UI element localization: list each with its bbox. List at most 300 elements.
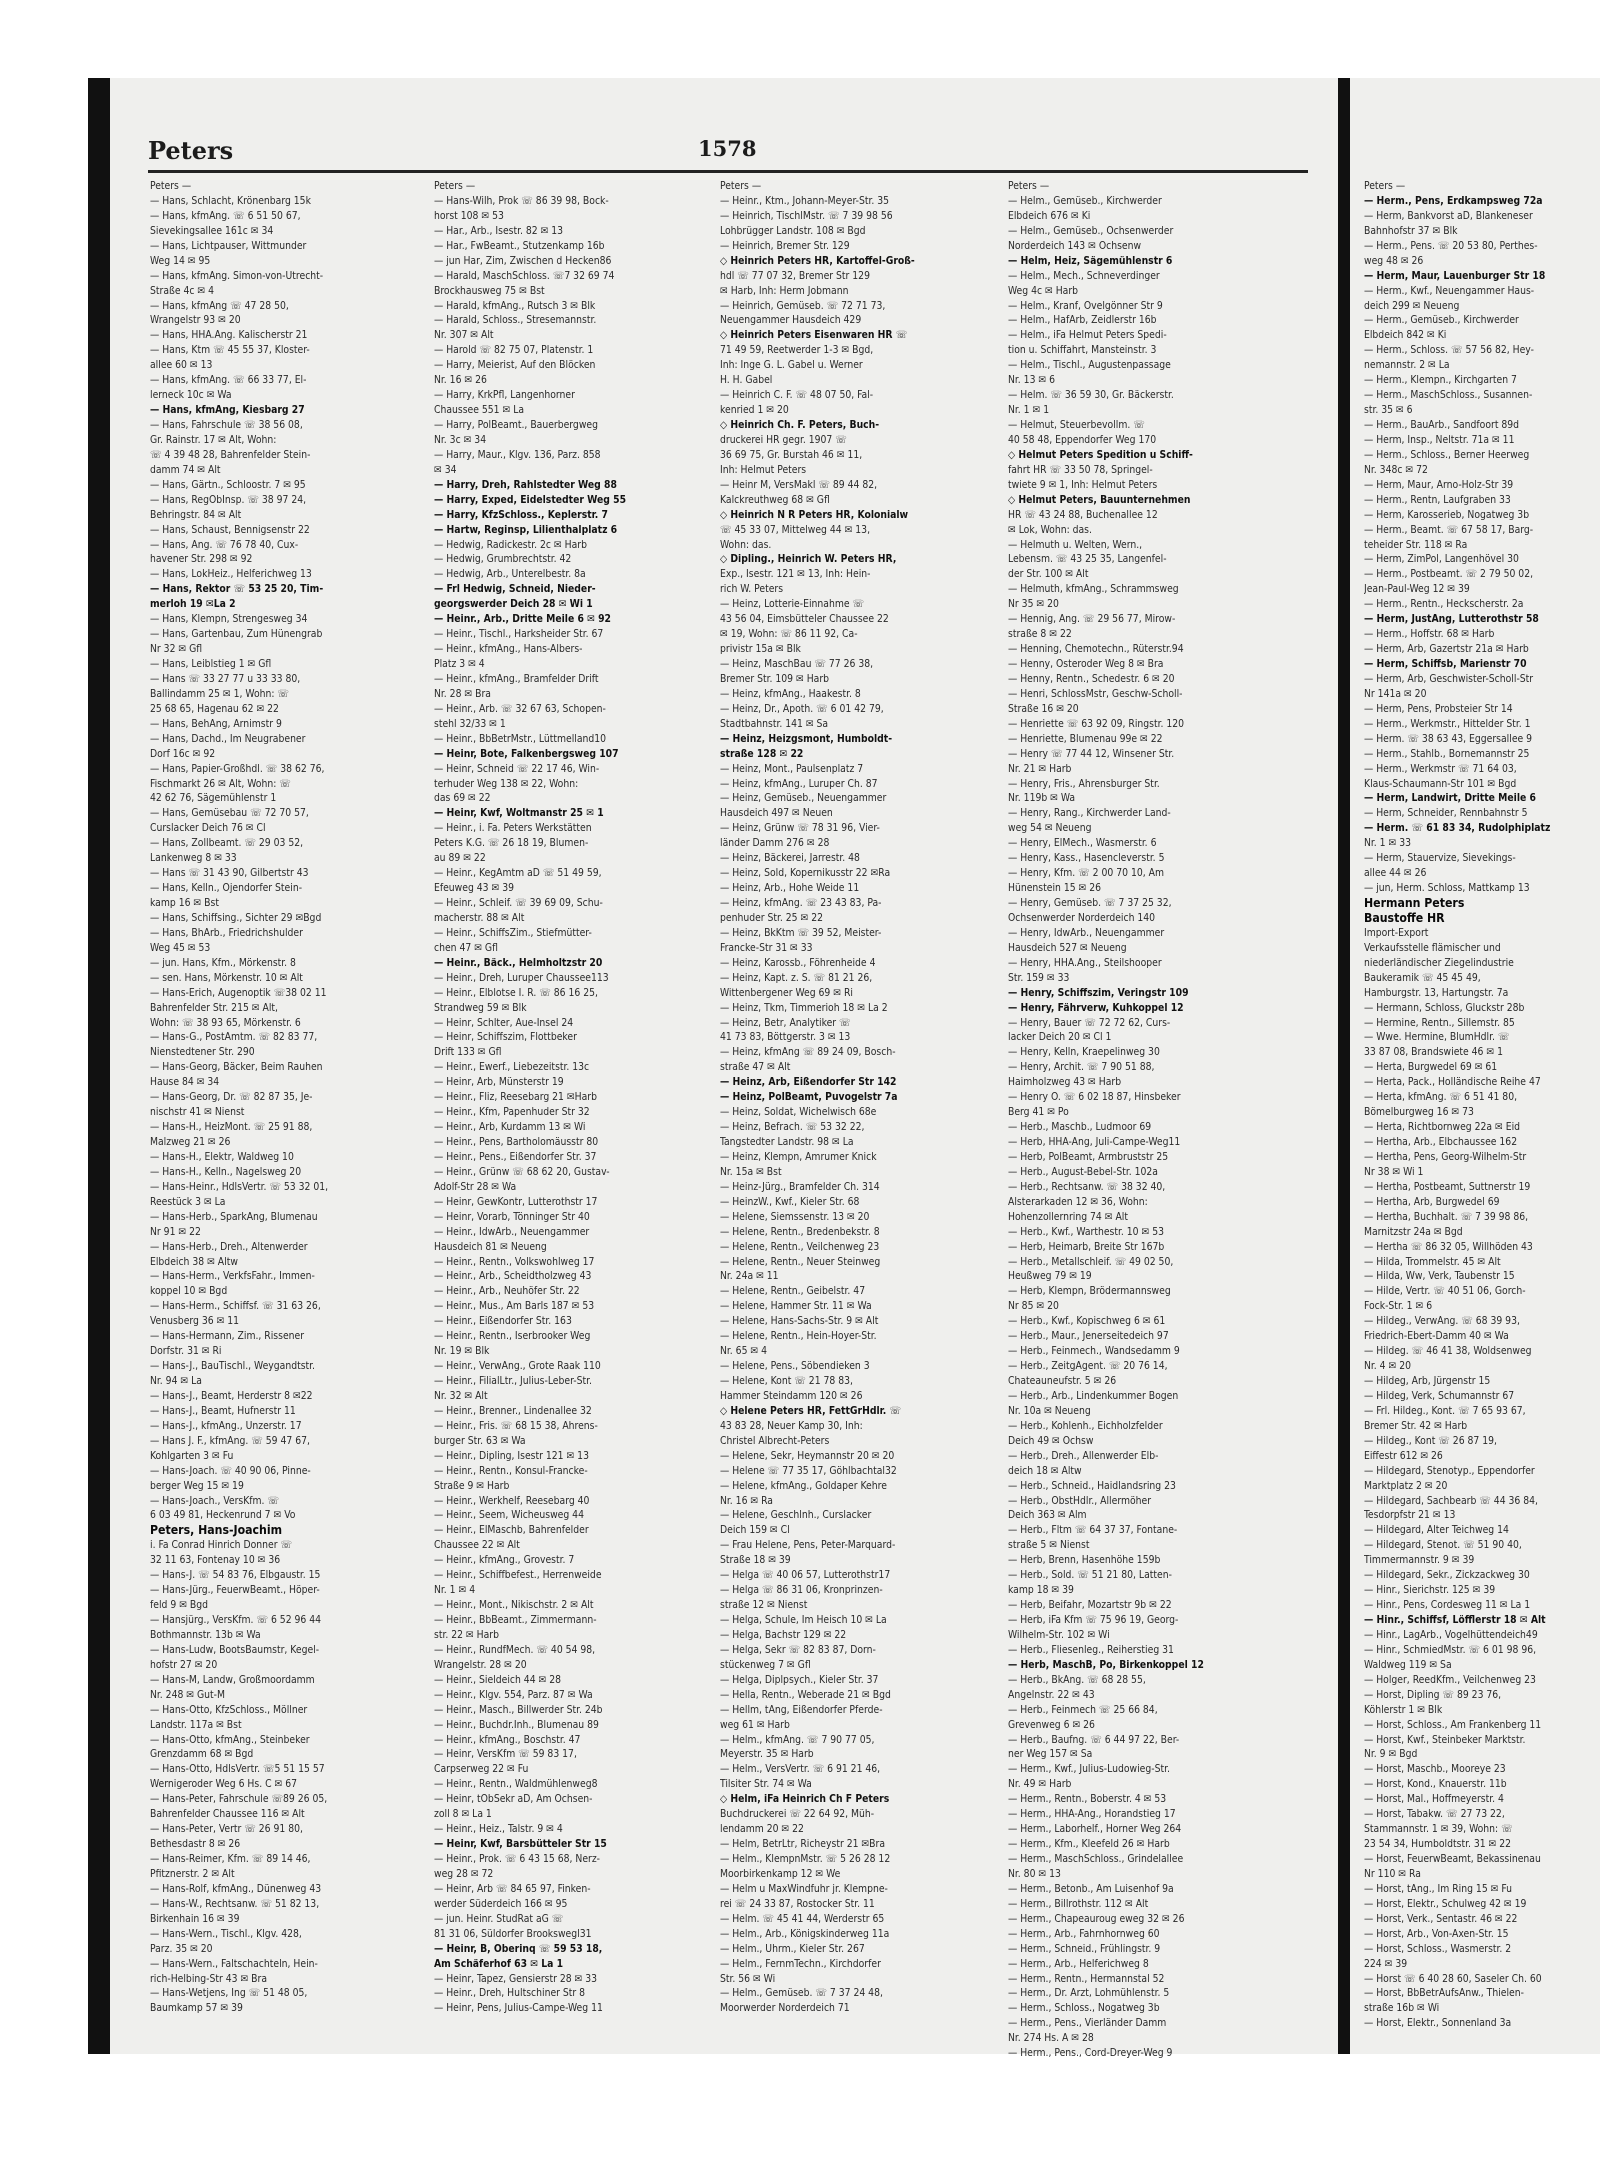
directory-entry-line: — Herb., Feinmech., Wandsedamm 9: [1008, 1345, 1180, 1358]
directory-entry-line: — Helene, Hammer Str. 11 ✉ Wa: [720, 1300, 872, 1313]
directory-entry-line: Gr. Rainstr. 17 ✉ Alt, Wohn:: [150, 433, 277, 446]
directory-entry-line: — Hildeg., VerwAng. ☏ 68 39 93,: [1364, 1315, 1520, 1328]
directory-entry-line: Bremer Str. 42 ✉ Harb: [1364, 1419, 1468, 1432]
directory-entry-line: — Hermine, Rentn., Sillemstr. 85: [1364, 1016, 1515, 1029]
directory-entry-line: — Heinr., BbBetrMstr., Lüttmelland10: [434, 732, 607, 745]
directory-entry-line: — Hans-Herb., Dreh., Altenwerder: [150, 1240, 308, 1253]
directory-entry-line: — Heinr., Tischl., Harksheider Str. 67: [434, 628, 604, 641]
directory-entry-line: — Heinr., Mus., Am Barls 187 ✉ 53: [434, 1300, 595, 1313]
directory-entry-line: — Heinr., Arb., Dritte Meile 6 ✉ 92: [434, 613, 611, 626]
directory-entry-line: ◇ Dipling., Heinrich W. Peters HR,: [720, 553, 897, 566]
directory-entry-line: 41 73 83, Böttgerstr. 3 ✉ 13: [720, 1031, 851, 1044]
directory-entry-line: Neuengammer Hausdeich 429: [720, 314, 862, 327]
directory-column-next-page: [1364, 179, 1600, 2031]
directory-entry-line: Peters —: [720, 180, 762, 192]
directory-entry-line: — Hans, Lichtpauser, Wittmunder: [150, 239, 307, 252]
directory-entry-line: — Hans, Schiffsing., Sichter 29 ✉Bgd: [150, 911, 322, 924]
directory-entry-line: — Heinr, B, Oberinq ☏ 59 53 18,: [434, 1942, 603, 1955]
directory-entry-line: — Heinr., Schleif. ☏ 39 69 09, Schu-: [434, 897, 603, 909]
directory-entry-line: — Heinr., kfmAng., Grovestr. 7: [434, 1554, 575, 1567]
directory-entry-line: — Herb., August-Bebel-Str. 102a: [1008, 1165, 1158, 1178]
directory-entry-line: — Herm, Maur, Lauenburger Str 18: [1364, 269, 1546, 282]
directory-entry-line: — Heinr., kfmAng., Bramfelder Drift: [434, 672, 599, 685]
directory-entry-line: — Hertha, Postbeamt, Suttnerstr 19: [1364, 1180, 1531, 1193]
directory-entry-line: tion u. Schiffahrt, Mansteinstr. 3: [1008, 344, 1157, 357]
directory-entry-line: — Heinr, Arb ☏ 84 65 97, Finken-: [434, 1882, 591, 1895]
directory-entry-line: 32 11 63, Fontenay 10 ✉ 36: [150, 1554, 281, 1567]
directory-entry-line: — Herm., Kwf., Julius-Ludowieg-Str.: [1008, 1763, 1170, 1776]
directory-entry-line: — Heinr., Dreh, Luruper Chaussee113: [434, 971, 609, 984]
directory-entry-line: hdl ☏ 77 07 32, Bremer Str 129: [720, 269, 870, 282]
directory-entry-line: Hausdeich 527 ✉ Neueng: [1008, 941, 1127, 954]
directory-entry-line: 43 83 28, Neuer Kamp 30, Inh:: [720, 1419, 863, 1432]
directory-entry-line: — Heinr., kfmAng., Boschstr. 47: [434, 1733, 581, 1746]
directory-entry-line: terhuder Weg 138 ✉ 22, Wohn:: [434, 777, 579, 790]
directory-entry-line: — Heinr., Elblotse I. R. ☏ 86 16 25,: [434, 986, 598, 999]
directory-entry-line: Pfitznerstr. 2 ✉ Alt: [150, 1867, 235, 1880]
directory-entry-line: — Helene, Rentn., Bredenbekstr. 8: [720, 1225, 880, 1238]
directory-entry-line: — Heinz, Sold, Kopernikusstr 22 ✉Ra: [720, 867, 891, 880]
directory-entry-line: Fischmarkt 26 ✉ Alt, Wohn: ☏: [150, 777, 291, 790]
directory-entry-line: Nienstedtener Str. 290: [150, 1046, 255, 1059]
directory-entry-line: — Heinz, Befrach. ☏ 53 32 22,: [720, 1121, 865, 1134]
directory-entry-line: — Heinr., kfmAng., Hans-Albers-: [434, 643, 583, 656]
directory-entry-line: — Hartw, Reginsp, Lilienthalplatz 6: [434, 523, 618, 536]
directory-entry-line: — Henry ☏ 77 44 12, Winsener Str.: [1008, 747, 1175, 760]
directory-entry-line: Nr 110 ✉ Ra: [1364, 1867, 1421, 1880]
directory-entry-line: — Harald, Schloss., Stresemannstr.: [434, 314, 597, 327]
directory-entry-line: — Hans, RegObInsp. ☏ 38 97 24,: [150, 493, 307, 506]
directory-entry-line: Elbdeich 842 ✉ Ki: [1364, 329, 1447, 342]
directory-entry-line: — Herb, MaschB, Po, Birkenkoppel 12: [1008, 1658, 1204, 1671]
directory-entry-line: — Horst, FeuerwBeamt, Bekassinenau: [1364, 1853, 1541, 1865]
directory-entry-line: weg 48 ✉ 26: [1364, 254, 1424, 267]
directory-entry-line: — Herm., Arb., Fahrnhornweg 60: [1008, 1927, 1160, 1940]
directory-entry-line: — Heinr., Rentn., Iserbrooker Weg: [434, 1330, 591, 1343]
directory-entry-line: Wernigeroder Weg 6 Hs. C ✉ 67: [150, 1778, 297, 1791]
directory-entry-line: — Heinr, VersKfm ☏ 59 83 17,: [434, 1748, 577, 1761]
directory-entry-line: ner Weg 157 ✉ Sa: [1008, 1748, 1093, 1761]
directory-entry-line: — Heinz, kfmAng. ☏ 23 43 83, Pa-: [720, 897, 882, 909]
directory-entry-line: — Horst, Dipling ☏ 89 23 76,: [1364, 1688, 1502, 1701]
directory-entry-line: — Helene, Pens., Söbendieken 3: [720, 1360, 870, 1373]
directory-entry-line: — Herb., ZeitgAgent. ☏ 20 76 14,: [1008, 1360, 1168, 1373]
directory-entry-line: — Heinz-Jürg., Bramfelder Ch. 314: [720, 1180, 880, 1193]
directory-entry-line: ✉ Lok, Wohn: das.: [1008, 523, 1092, 536]
directory-entry-line: — Herm, Bankvorst aD, Blankeneser: [1364, 209, 1533, 222]
directory-entry-line: — Herm, ZimPol, Langenhövel 30: [1364, 553, 1519, 566]
directory-entry-line: Drift 133 ✉ Gfl: [434, 1046, 502, 1059]
directory-entry-line: Weg 14 ✉ 95: [150, 254, 211, 267]
directory-entry-line: — Herm, Stauervize, Sievekings-: [1364, 852, 1516, 865]
directory-entry-line: — Herm., Schloss., Berner Heerweg: [1364, 448, 1530, 461]
directory-entry-line: — Herm, Arb, Gazertstr 21a ✉ Harb: [1364, 643, 1529, 656]
directory-entry-line: teheider Str. 118 ✉ Ra: [1364, 538, 1468, 551]
directory-entry-line: — Heinz, Lotterie-Einnahme ☏: [720, 598, 865, 611]
directory-entry-line: — Hans, kfmAng, Kiesbarg 27: [150, 404, 305, 417]
directory-entry-line: — Hinr., LagArb., Vogelhüttendeich49: [1364, 1628, 1538, 1641]
directory-entry-line: — Heinr, Schiffszim, Flottbeker: [434, 1031, 577, 1044]
directory-entry-line: 40 58 48, Eppendorfer Weg 170: [1008, 433, 1157, 446]
directory-entry-line: 71 49 59, Reetwerder 1-3 ✉ Bgd,: [720, 344, 874, 357]
directory-entry-line: — Herb., Kwf., Kopischweg 6 ✉ 61: [1008, 1315, 1166, 1328]
directory-entry-line: — Herb., Arb., Lindenkummer Bogen: [1008, 1389, 1179, 1402]
directory-entry-line: — Heinz, Karossb., Föhrenheide 4: [720, 956, 876, 969]
directory-entry-line: — Hans, Zollbeamt. ☏ 29 03 52,: [150, 837, 304, 850]
directory-entry-line: — Hilda, Ww, Verk, Taubenstr 15: [1364, 1270, 1515, 1283]
directory-entry-line: Nr 91 ✉ 22: [150, 1225, 201, 1238]
directory-entry-line: der Str. 100 ✉ Alt: [1008, 568, 1089, 581]
directory-entry-line: — Herm., Postbeamt. ☏ 2 79 50 02,: [1364, 568, 1534, 581]
directory-entry-line: — jun Har, Zim, Zwischen d Hecken86: [434, 254, 612, 267]
directory-entry-line: — Holger, ReedKfm., Veilchenweg 23: [1364, 1673, 1536, 1686]
directory-entry-line: Tesdorpfstr 21 ✉ 13: [1364, 1509, 1456, 1522]
directory-entry-line: — Helm., FernmTechn., Kirchdorfer: [720, 1957, 881, 1970]
directory-entry-line: — Helm., Uhrm., Kieler Str. 267: [720, 1942, 865, 1955]
directory-entry-line: — Henri, SchlossMstr, Geschw-Scholl-: [1008, 687, 1183, 700]
directory-entry-line: — Herm., Werkmstr., Hittelder Str. 1: [1364, 717, 1531, 730]
directory-entry-line: — Heinrich, Bremer Str. 129: [720, 239, 850, 252]
directory-entry-line: — Herb., Fliesenleg., Reiherstieg 31: [1008, 1643, 1174, 1656]
directory-entry-line: — Herm., BauArb., Sandfoort 89d: [1364, 419, 1520, 431]
directory-entry-line: — Heinrich C. F. ☏ 48 07 50, Fal-: [720, 389, 874, 402]
directory-entry-line: — Hildeg. ☏ 46 41 38, Woldsenweg: [1364, 1345, 1532, 1358]
directory-entry-line: — Henry O. ☏ 6 02 18 87, Hinsbeker: [1008, 1091, 1181, 1104]
directory-entry-line: Birkenhain 16 ✉ 39: [150, 1912, 240, 1925]
directory-entry-line: deich 18 ✉ Altw: [1008, 1464, 1082, 1477]
directory-entry-line: — Hildegard, Stenotyp., Eppendorfer: [1364, 1464, 1535, 1477]
directory-entry-line: — Helga, Bachstr 129 ✉ 22: [720, 1628, 847, 1641]
directory-entry-line: — Heinz, MaschBau ☏ 77 26 38,: [720, 658, 874, 670]
directory-entry-line: Inh: Inge G. L. Gabel u. Werner: [720, 359, 863, 372]
directory-entry-line: — Har., Arb., Isestr. 82 ✉ 13: [434, 224, 564, 237]
directory-entry-line: Platz 3 ✉ 4: [434, 658, 485, 670]
directory-entry-line: — Henry, Fris., Ahrensburger Str.: [1008, 777, 1160, 790]
directory-entry-line: Nr. 4 ✉ 20: [1364, 1360, 1411, 1373]
directory-entry-line: — Henry, Schiffszim, Veringstr 109: [1008, 986, 1189, 999]
directory-entry-line: — Helga ☏ 40 06 57, Lutterothstr17: [720, 1569, 891, 1582]
directory-entry-line: — Herm, Pens, Probsteier Str 14: [1364, 702, 1513, 715]
directory-entry-line: — Heinz, Klempn, Amrumer Knick: [720, 1150, 877, 1163]
directory-entry-line: — Heinrich, TischlMstr. ☏ 7 39 98 56: [720, 209, 893, 222]
directory-entry-line: twiete 9 ✉ 1, Inh: Helmut Peters: [1008, 478, 1158, 491]
directory-entry-line: — Heinr, tObSekr aD, Am Ochsen-: [434, 1793, 593, 1806]
directory-entry-line: — Horst, Elektr., Schulweg 42 ✉ 19: [1364, 1897, 1527, 1910]
directory-entry-line: — Helm., Mech., Schneverdinger: [1008, 269, 1160, 282]
directory-entry-line: — Hans-Wern., Tischl., Klgv. 428,: [150, 1927, 302, 1940]
directory-entry-line: Peters —: [150, 180, 192, 192]
directory-entry-line: — Herm., Schneid., Frühlingstr. 9: [1008, 1942, 1161, 1955]
directory-entry-line: — Frau Helene, Pens, Peter-Marquard-: [720, 1539, 896, 1552]
directory-entry-line: weg 61 ✉ Harb: [720, 1718, 790, 1731]
directory-entry-line: — Helm. ☏ 45 41 44, Werderstr 65: [720, 1912, 885, 1925]
directory-entry-line: Hohenzollernring 74 ✉ Alt: [1008, 1210, 1129, 1223]
directory-entry-line: — Hilda, Trommelstr. 45 ✉ Alt: [1364, 1255, 1501, 1268]
directory-entry-line: — Hans-Rolf, kfmAng., Dünenweg 43: [150, 1882, 322, 1895]
directory-entry-line: — Herm, JustAng, Lutterothstr 58: [1364, 613, 1539, 626]
directory-entry-line: — Heinz, Kapt. z. S. ☏ 81 21 26,: [720, 971, 873, 984]
directory-entry-line: stückenweg 7 ✉ Gfl: [720, 1658, 811, 1671]
directory-entry-line: — Hans, kfmAng. Simon-von-Utrecht-: [150, 269, 324, 282]
directory-entry-line: — Hedwig, Grumbrechtstr. 42: [434, 553, 572, 566]
directory-entry-line: niederländischer Ziegelindustrie: [1364, 956, 1514, 969]
directory-entry-line: Chaussee 551 ✉ La: [434, 404, 525, 417]
directory-column-1: [150, 179, 420, 2016]
directory-entry-line: ◇ Helmut Peters Spedition u Schiff-: [1008, 448, 1193, 461]
directory-entry-line: — Hans-Herm., VerkfsFahr., Immen-: [150, 1270, 315, 1283]
running-head: [148, 130, 1308, 173]
directory-entry-line: Kohlgarten 3 ✉ Fu: [150, 1449, 234, 1462]
directory-entry-line: Nr. 80 ✉ 13: [1008, 1867, 1061, 1880]
directory-entry-line: — Heinr., Werkhelf, Reesebarg 40: [434, 1494, 590, 1507]
directory-entry-line: Elbdeich 38 ✉ Altw: [150, 1255, 238, 1268]
directory-entry-line: Strandweg 59 ✉ Blk: [434, 1001, 527, 1014]
directory-entry-line: rich-Helbing-Str 43 ✉ Bra: [150, 1972, 268, 1985]
directory-entry-line: — Heinr., i. Fa. Peters Werkstätten: [434, 822, 592, 835]
directory-entry-line: Nr. 274 Hs. A ✉ 28: [1008, 2032, 1094, 2045]
directory-entry-line: — Hans-Joach., VersKfm. ☏: [150, 1494, 280, 1507]
directory-entry-line: Nr. 32 ✉ Alt: [434, 1389, 488, 1402]
directory-entry-line: Reestück 3 ✉ La: [150, 1195, 226, 1208]
directory-entry-line: — Helmuth u. Welten, Wern.,: [1008, 538, 1143, 551]
directory-entry-line: Import-Export: [1364, 926, 1429, 939]
directory-entry-line: — Hans, kfmAng. ☏ 66 33 77, El-: [150, 374, 307, 387]
directory-entry-line: merloh 19 ✉La 2: [150, 598, 236, 611]
directory-page: [110, 78, 1338, 2060]
directory-entry-line: deich 299 ✉ Neueng: [1364, 299, 1460, 312]
directory-entry-line: — Henry, Fährverw, Kuhkoppel 12: [1008, 1001, 1184, 1014]
directory-entry-line: — Helene, Rentn., Neuer Steinweg: [720, 1255, 881, 1268]
directory-entry-line: — Harry, Dreh, Rahlstedter Weg 88: [434, 478, 617, 491]
directory-entry-line: — Hans-J., BauTischl., Weygandtstr.: [150, 1360, 315, 1373]
directory-entry-line: — Helm., kfmAng. ☏ 7 90 77 05,: [720, 1733, 875, 1746]
directory-entry-line: Straße 4c ✉ 4: [150, 284, 214, 297]
directory-entry-line: — Harry, Exped, Eidelstedter Weg 55: [434, 493, 627, 506]
directory-entry-line: Nr. 1 ✉ 4: [434, 1584, 476, 1597]
directory-entry-line: — Helene, Kont ☏ 21 78 83,: [720, 1375, 853, 1387]
directory-entry-line: — Heinr., Masch., Billwerder Str. 24b: [434, 1703, 603, 1716]
directory-entry-line: — Horst, tAng., Im Ring 15 ✉ Fu: [1364, 1882, 1513, 1895]
directory-entry-line: Heußweg 79 ✉ 19: [1008, 1270, 1092, 1283]
directory-entry-line: Straße 18 ✉ 39: [720, 1554, 791, 1567]
directory-entry-line: — Heinr, Pens, Julius-Campe-Weg 11: [434, 2002, 603, 2015]
directory-entry-line: — Hans-Wern., Faltschachteln, Hein-: [150, 1957, 318, 1970]
directory-entry-line: — Heinr., Grünw ☏ 68 62 20, Gustav-: [434, 1165, 610, 1178]
directory-entry-line: Hamburgstr. 13, Hartungstr. 7a: [1364, 986, 1509, 999]
directory-entry-line: Malzweg 21 ✉ 26: [150, 1136, 231, 1148]
directory-entry-line: — Horst, BbBetrAufsAnw., Thielen-: [1364, 1987, 1524, 2000]
directory-entry-line: lendamm 20 ✉ 22: [720, 1823, 804, 1836]
directory-entry-line: — Hans-J., Beamt, Herderstr 8 ✉22: [150, 1389, 313, 1402]
directory-entry-line: 33 87 08, Brandswiete 46 ✉ 1: [1364, 1046, 1503, 1059]
directory-entry-line: — Hans, Kelln., Ojendorfer Stein-: [150, 882, 303, 895]
directory-entry-line: — Hans-Otto, kfmAng., Steinbeker: [150, 1733, 310, 1746]
directory-entry-line: — Heinr., Brenner., Lindenallee 32: [434, 1404, 592, 1417]
directory-entry-line: 36 69 75, Gr. Burstah 46 ✉ 11,: [720, 448, 863, 461]
directory-entry-line: — Herm. ☏ 38 63 43, Eggersallee 9: [1364, 732, 1533, 745]
directory-entry-line: — Hans-Peter, Vertr ☏ 26 91 80,: [150, 1823, 303, 1836]
directory-entry-line: — Hinr., Sierichstr. 125 ✉ 39: [1364, 1584, 1496, 1597]
directory-entry-line: — Herm., Rentn, Laufgraben 33: [1364, 493, 1511, 506]
directory-entry-line: — Henry, Rang., Kirchwerder Land-: [1008, 807, 1171, 820]
directory-entry-line: — Hans, BhArb., Friedrichshulder: [150, 926, 303, 939]
directory-entry-line: 25 68 65, Hagenau 62 ✉ 22: [150, 702, 279, 715]
directory-entry-line: — Herm, Schiffsb, Marienstr 70: [1364, 658, 1527, 670]
directory-entry-line: — Herm., Hoffstr. 68 ✉ Harb: [1364, 628, 1495, 641]
directory-entry-line: — Heinr., SchiffsZim., Stiefmütter-: [434, 926, 592, 939]
directory-entry-line: — Hildeg, Verk, Schumannstr 67: [1364, 1389, 1515, 1402]
directory-entry-line: Norderdeich 143 ✉ Ochsenw: [1008, 239, 1142, 252]
directory-entry-line: ◇ Heinrich Peters Eisenwaren HR ☏: [720, 329, 908, 342]
directory-entry-line: Peters —: [434, 180, 476, 192]
directory-entry-line: — Heinr, Kwf, Barsbütteler Str 15: [434, 1838, 607, 1851]
directory-entry-line: Landstr. 117a ✉ Bst: [150, 1718, 242, 1731]
directory-entry-line: Nr. 1 ✉ 1: [1008, 404, 1050, 417]
directory-entry-line: — Heinr., Seem, Wicheusweg 44: [434, 1509, 584, 1522]
directory-entry-line: — Hans-Peter, Fahrschule ☏89 26 05,: [150, 1793, 328, 1806]
directory-entry-line: — Heinr., Ktm., Johann-Meyer-Str. 35: [720, 194, 890, 207]
next-page-fragment: [1350, 78, 1600, 2054]
directory-entry-line: nischstr 41 ✉ Nienst: [150, 1106, 245, 1119]
directory-entry-line: — Hans, Ktm ☏ 45 55 37, Kloster-: [150, 344, 310, 357]
directory-entry-line: Grenzdamm 68 ✉ Bgd: [150, 1748, 254, 1761]
directory-entry-line: — Heinr., Arb., Scheidtholzweg 43: [434, 1270, 592, 1283]
directory-entry-line: — Herta, Pack., Holländische Reihe 47: [1364, 1076, 1541, 1089]
directory-entry-line: — Hans-H., Elektr, Waldweg 10: [150, 1150, 294, 1163]
directory-entry-line: — Heinr, Schneid ☏ 22 17 46, Win-: [434, 762, 600, 775]
page-number: 1578: [698, 136, 757, 161]
directory-entry-line: — Heinr., ElMaschb, Bahrenfelder: [434, 1524, 589, 1537]
directory-entry-line: — Herm., Kwf., Neuengammer Haus-: [1364, 284, 1535, 297]
directory-entry-line: — Hermann, Schloss, Gluckstr 28b: [1364, 1001, 1525, 1014]
directory-entry-line: Peters —: [1364, 180, 1406, 192]
directory-entry-line: — Heinrich, Gemüseb. ☏ 72 71 73,: [720, 299, 886, 312]
directory-entry-line: — Helm. ☏ 36 59 30, Gr. Bäckerstr.: [1008, 389, 1174, 402]
directory-entry-line: Marktplatz 2 ✉ 20: [1364, 1479, 1448, 1492]
directory-entry-line: — Henriette, Blumenau 99e ✉ 22: [1008, 732, 1163, 745]
directory-entry-line: Bahrenfelder Str. 215 ✉ Alt,: [150, 1001, 278, 1014]
directory-entry-line: Hammer Steindamm 120 ✉ 26: [720, 1389, 863, 1402]
directory-entry-line: — Herm., Pens., Cord-Dreyer-Weg 9: [1008, 2047, 1173, 2060]
directory-entry-line: — Henry, Archit. ☏ 7 90 51 88,: [1008, 1061, 1155, 1074]
directory-entry-line: straße 128 ✉ 22: [720, 747, 804, 760]
directory-entry-line: H. H. Gabel: [720, 374, 773, 387]
directory-entry-line: — Hans-M, Landw, Großmoordamm: [150, 1673, 315, 1686]
directory-entry-line: — Hans-Herb., SparkAng, Blumenau: [150, 1210, 318, 1223]
directory-entry-line: Nr. 49 ✉ Harb: [1008, 1778, 1072, 1791]
directory-entry-line: — Helm., Arb., Königskinderweg 11a: [720, 1927, 890, 1940]
directory-entry-line: Meyerstr. 35 ✉ Harb: [720, 1748, 814, 1761]
directory-entry-line: — Helga, Schule, Im Heisch 10 ✉ La: [720, 1614, 887, 1626]
directory-entry-line: penhuder Str. 25 ✉ 22: [720, 911, 824, 924]
directory-entry-line: Nr 35 ✉ 20: [1008, 598, 1059, 611]
directory-entry-line: Nr. 94 ✉ La: [150, 1375, 202, 1387]
directory-entry-line: — jun. Heinr. StudRat aG ☏: [434, 1912, 564, 1925]
directory-entry-line: — Heinz, Betr, Analytiker ☏: [720, 1016, 851, 1029]
directory-entry-line: — Helene, Rentn., Hein-Hoyer-Str.: [720, 1330, 877, 1343]
directory-entry-line: — Heinz, Mont., Paulsenplatz 7: [720, 762, 864, 775]
directory-entry-line: — Hella, Rentn., Weberade 21 ✉ Bgd: [720, 1688, 891, 1701]
directory-entry-line: Bahrenfelder Chaussee 116 ✉ Alt: [150, 1808, 305, 1821]
directory-entry-line: Nr. 28 ✉ Bra: [434, 687, 491, 700]
directory-entry-line: zoll 8 ✉ La 1: [434, 1808, 492, 1821]
directory-entry-line: feld 9 ✉ Bgd: [150, 1599, 209, 1612]
directory-entry-line: — Herb., Metallschleif. ☏ 49 02 50,: [1008, 1255, 1174, 1268]
directory-entry-line: — Herb., Fltm ☏ 64 37 37, Fontane-: [1008, 1524, 1178, 1537]
directory-entry-line: 224 ✉ 39: [1364, 1957, 1408, 1970]
directory-entry-line: — Henry, Bauer ☏ 72 72 62, Curs-: [1008, 1016, 1171, 1029]
directory-entry-line: — Hans-Reimer, Kfm. ☏ 89 14 46,: [150, 1853, 311, 1865]
directory-entry-line: — Hans-Joach. ☏ 40 90 06, Pinne-: [150, 1464, 311, 1477]
directory-entry-line: Nr. 24a ✉ 11: [720, 1270, 779, 1283]
directory-entry-line: str. 22 ✉ Harb: [434, 1628, 499, 1641]
directory-entry-line: — Heinr., Mont., Nikischstr. 2 ✉ Alt: [434, 1599, 594, 1612]
directory-entry-line: — Hennig, Ang. ☏ 29 56 77, Mirow-: [1008, 613, 1176, 626]
directory-entry-line: — Heinz, Soldat, Wichelwisch 68e: [720, 1106, 877, 1119]
directory-entry-line: Deich 159 ✉ Cl: [720, 1524, 790, 1537]
directory-entry-line: — Hans-W., Rechtsanw. ☏ 51 82 13,: [150, 1897, 320, 1910]
directory-entry-line: — Hildeg., Kont ☏ 26 87 19,: [1364, 1434, 1497, 1447]
directory-entry-line: ◇ Heinrich Ch. F. Peters, Buch-: [720, 419, 880, 431]
directory-entry-line: kamp 18 ✉ 39: [1008, 1584, 1074, 1597]
directory-entry-line: — Horst, Verk., Sentastr. 46 ✉ 22: [1364, 1912, 1518, 1925]
directory-entry-line: — Hertha, Buchhalt. ☏ 7 39 98 86,: [1364, 1210, 1529, 1223]
directory-entry-line: — Heinr, Tapez, Gensierstr 28 ✉ 33: [434, 1972, 598, 1985]
directory-entry-line: — Helmut, Steuerbevollm. ☏: [1008, 419, 1145, 431]
directory-entry-line: — Herb., BkAng. ☏ 68 28 55,: [1008, 1673, 1146, 1686]
directory-entry-line: — Herb., Maschb., Ludmoor 69: [1008, 1121, 1152, 1134]
directory-entry-line: — Heinr., IdwArb., Neuengammer: [434, 1225, 590, 1238]
directory-entry-line: — Herm., Chapeauroug eweg 32 ✉ 26: [1008, 1912, 1185, 1925]
directory-entry-line: — Heinz, Arb., Hohe Weide 11: [720, 882, 860, 895]
directory-entry-line: burger Str. 63 ✉ Wa: [434, 1434, 526, 1447]
directory-entry-line: — Herm, Schneider, Rennbahnstr 5: [1364, 807, 1528, 820]
directory-entry-line: — Hans, HHA.Ang. Kalischerstr 21: [150, 329, 308, 342]
directory-entry-line: — Hans-J. ☏ 54 83 76, Elbgaustr. 15: [150, 1569, 321, 1582]
directory-entry-line: — Hans, LokHeiz., Helferichweg 13: [150, 568, 312, 581]
directory-entry-line: — Heinr., Rentn., Waldmühlenweg8: [434, 1778, 598, 1791]
directory-entry-line: — Hans, Rektor ☏ 53 25 20, Tim-: [150, 583, 324, 596]
directory-entry-line: Peters, Hans-Joachim: [150, 1523, 283, 1538]
directory-entry-line: — Heinr., Ewerf., Liebezeitstr. 13c: [434, 1061, 590, 1074]
directory-entry-line: — Hans ☏ 31 43 90, Gilbertstr 43: [150, 867, 309, 880]
directory-entry-line: havener Str. 298 ✉ 92: [150, 553, 253, 566]
directory-entry-line: HR ☏ 43 24 88, Buchenallee 12: [1008, 508, 1158, 521]
directory-entry-line: Baumkamp 57 ✉ 39: [150, 2002, 243, 2015]
directory-entry-line: Nr. 119b ✉ Wa: [1008, 792, 1076, 805]
directory-entry-line: 23 54 34, Humboldtstr. 31 ✉ 22: [1364, 1838, 1512, 1851]
directory-entry-line: — Frl Hedwig, Schneid, Nieder-: [434, 583, 596, 596]
directory-entry-line: — Heinz, PolBeamt, Puvogelstr 7a: [720, 1091, 898, 1104]
directory-entry-line: — Hildegard, Sekr., Zickzackweg 30: [1364, 1569, 1530, 1582]
directory-entry-line: druckerei HR gegr. 1907 ☏: [720, 433, 847, 446]
directory-entry-line: Baukeramik ☏ 45 45 49,: [1364, 971, 1481, 984]
directory-entry-line: — Hans-Herm., Schiffsf. ☏ 31 63 26,: [150, 1300, 321, 1313]
directory-entry-line: ◇ Heinrich N R Peters HR, Kolonialw: [720, 508, 909, 521]
directory-entry-line: — Horst, Schloss., Wasmerstr. 2: [1364, 1942, 1512, 1955]
directory-entry-line: — Hans-Wilh, Prok ☏ 86 39 98, Bock-: [434, 194, 609, 207]
directory-entry-line: — Heinr., Bäck., Helmholtzstr 20: [434, 956, 603, 969]
directory-entry-line: — Herm., Pens. ☏ 20 53 80, Perthes-: [1364, 239, 1538, 252]
directory-entry-line: — Hellm, tAng, Eißendorfer Pferde-: [720, 1703, 883, 1716]
directory-entry-line: Dorfstr. 31 ✉ Ri: [150, 1345, 222, 1358]
directory-entry-line: — Hans, Fahrschule ☏ 38 56 08,: [150, 419, 303, 431]
directory-entry-line: — Herb, iFa Kfm ☏ 75 96 19, Georg-: [1008, 1614, 1179, 1626]
directory-entry-line: — Herm., Schloss., Nogatweg 3b: [1008, 2002, 1160, 2015]
directory-entry-line: — Heinr., Klgv. 554, Parz. 87 ✉ Wa: [434, 1688, 593, 1701]
directory-entry-line: — Heinz, Arb, Eißendorfer Str 142: [720, 1076, 897, 1089]
directory-entry-line: — Hans, Leiblstieg 1 ✉ Gfl: [150, 658, 272, 670]
